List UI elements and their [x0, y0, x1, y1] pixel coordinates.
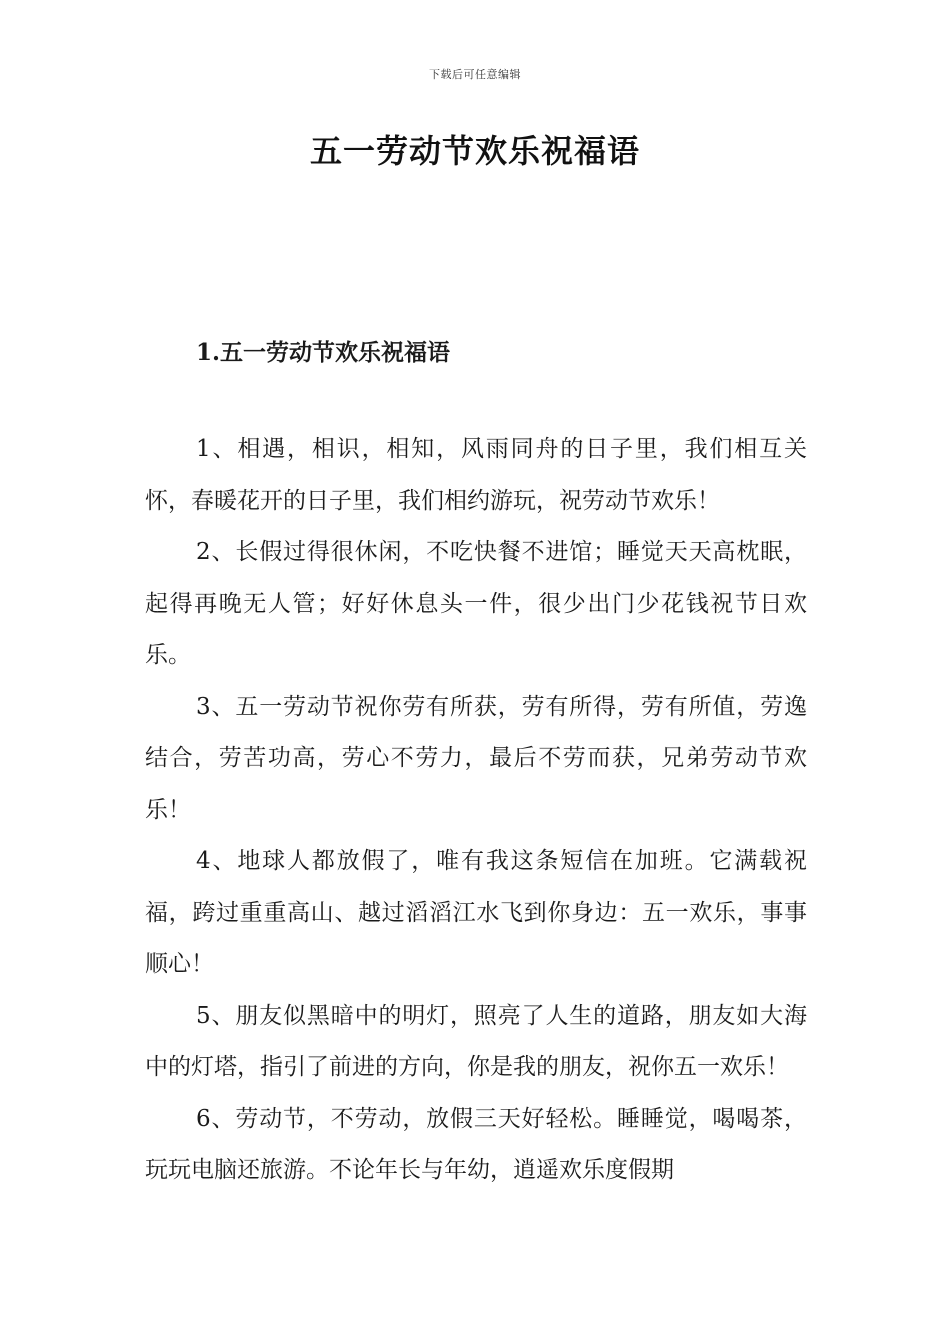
paragraph-4: 4、地球人都放假了，唯有我这条短信在加班。它满载祝福，跨过重重高山、越过滔滔江水飞到你身边：五一欢乐，事事顺心！ [145, 848, 807, 977]
paragraph-2: 2、长假过得很休闲，不吃快餐不进馆；睡觉天天高枕眠，起得再晚无人管；好好休息头一件，很少出门少花钱祝节日欢乐。 [145, 539, 807, 668]
section-heading: 1.五一劳动节欢乐祝福语 [196, 339, 451, 366]
paragraph-1: 1、相遇，相识，相知，风雨同舟的日子里，我们相互关怀，春暖花开的日子里，我们相约游玩，祝劳动节欢乐！ [145, 436, 807, 514]
document-title: 五一劳动节欢乐祝福语 [309, 132, 640, 170]
paragraph-3: 3、五一劳动节祝你劳有所获，劳有所得，劳有所值，劳逸结合，劳苦功高，劳心不劳力，最后不劳而获，兄弟劳动节欢乐！ [145, 693, 807, 823]
paragraph-6: 6、劳动节，不劳动，放假三天好轻松。睡睡觉，喝喝茶，玩玩电脑还旅游。不论年长与年幼，逍遥欢乐度假期 [145, 1105, 807, 1183]
header-note: 下载后可任意编辑 [429, 68, 521, 81]
paragraph-5: 5、朋友似黑暗中的明灯，照亮了人生的道路，朋友如大海中的灯塔，指引了前进的方向，你是我的朋友，祝你五一欢乐！ [145, 1002, 807, 1080]
document-body [145, 424, 807, 1197]
